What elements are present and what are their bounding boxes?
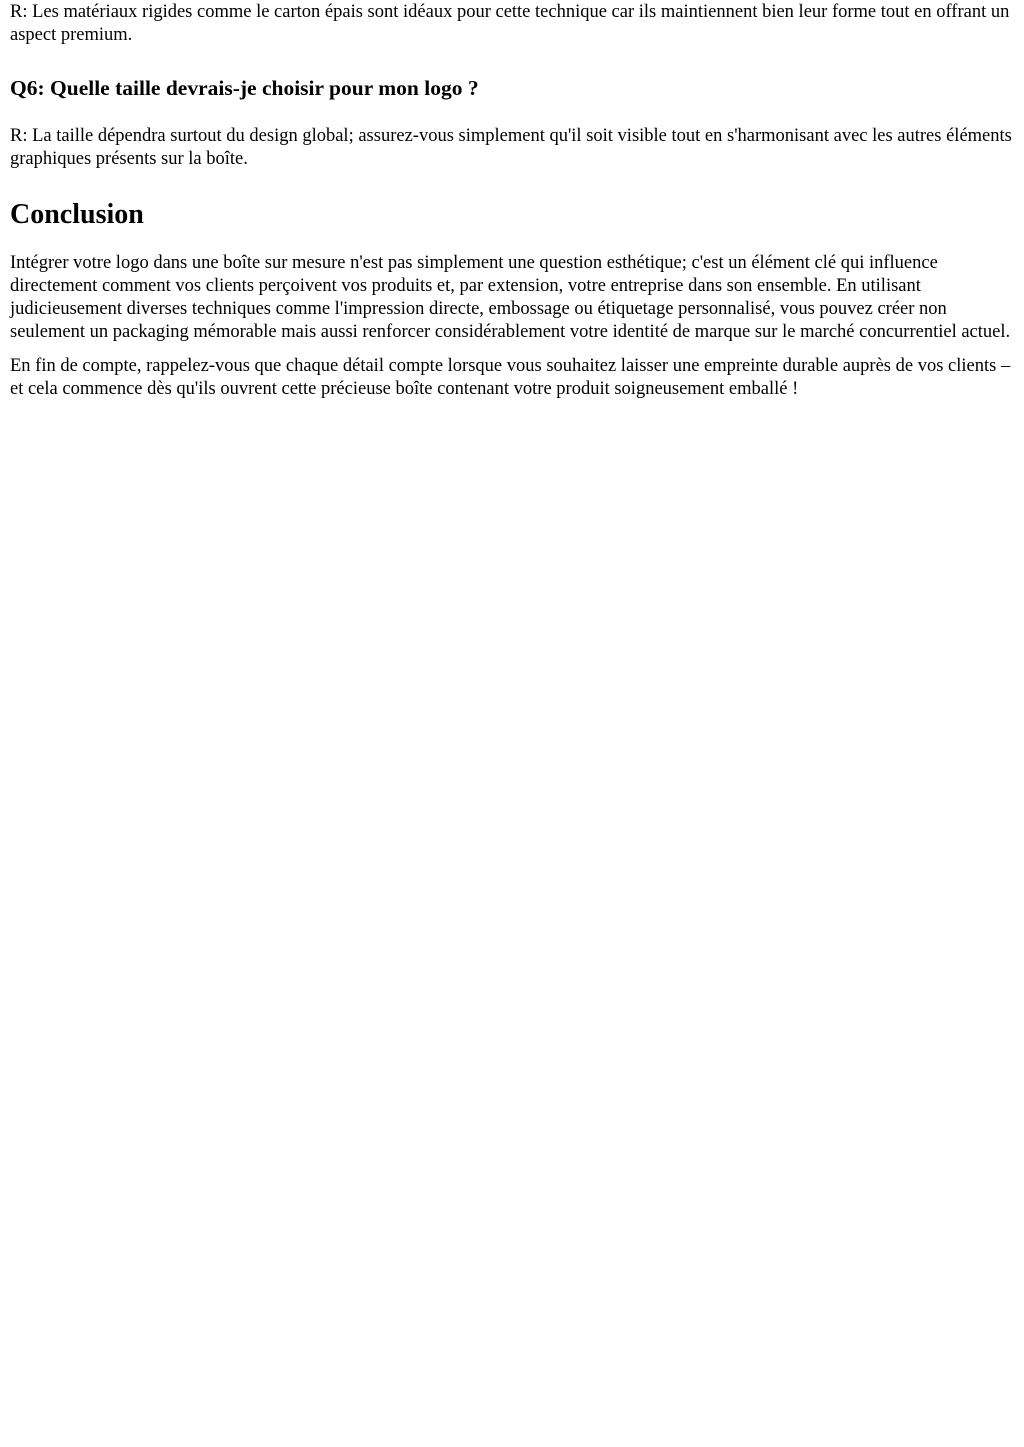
conclusion-heading: Conclusion bbox=[10, 199, 144, 230]
article-body bbox=[0, 1, 1024, 401]
faq-answer-6: R: La taille dépendra surtout du design global; assurez-vous simplement qu'il soit visible tout en s'harmonisant avec les autres éléments graphiques présents sur la boîte. bbox=[10, 126, 1012, 169]
faq-question-6: Q6: Quelle taille devrais-je choisir pour mon logo ? bbox=[10, 76, 479, 100]
faq-answer-5: R: Les matériaux rigides comme le carton épais sont idéaux pour cette technique car ils maintiennent bien leur forme tout en offrant un aspect premium. bbox=[10, 2, 1010, 45]
conclusion-paragraph-2: En fin de compte, rappelez-vous que chaque détail compte lorsque vous souhaitez laisser une empreinte durable auprès de vos clients – et cela commence dès qu'ils ouvrent cette précieuse boîte contenant votre produit soigneusement emballé ! bbox=[10, 356, 1011, 399]
conclusion-paragraph-1: Intégrer votre logo dans une boîte sur mesure n'est pas simplement une question esthétique; c'est un élément clé qui influence directement comment vos clients perçoivent vos produits et, par extension, votre entreprise dans son ensemble. En utilisant judicieusement diverses techniques comme l'impression directe, embossage ou étiquetage personnalisé, vous pouvez créer non seulement un packaging mémorable mais aussi renforcer considérablement votre identité de marque sur le marché concurrentiel actuel. bbox=[10, 253, 1011, 342]
